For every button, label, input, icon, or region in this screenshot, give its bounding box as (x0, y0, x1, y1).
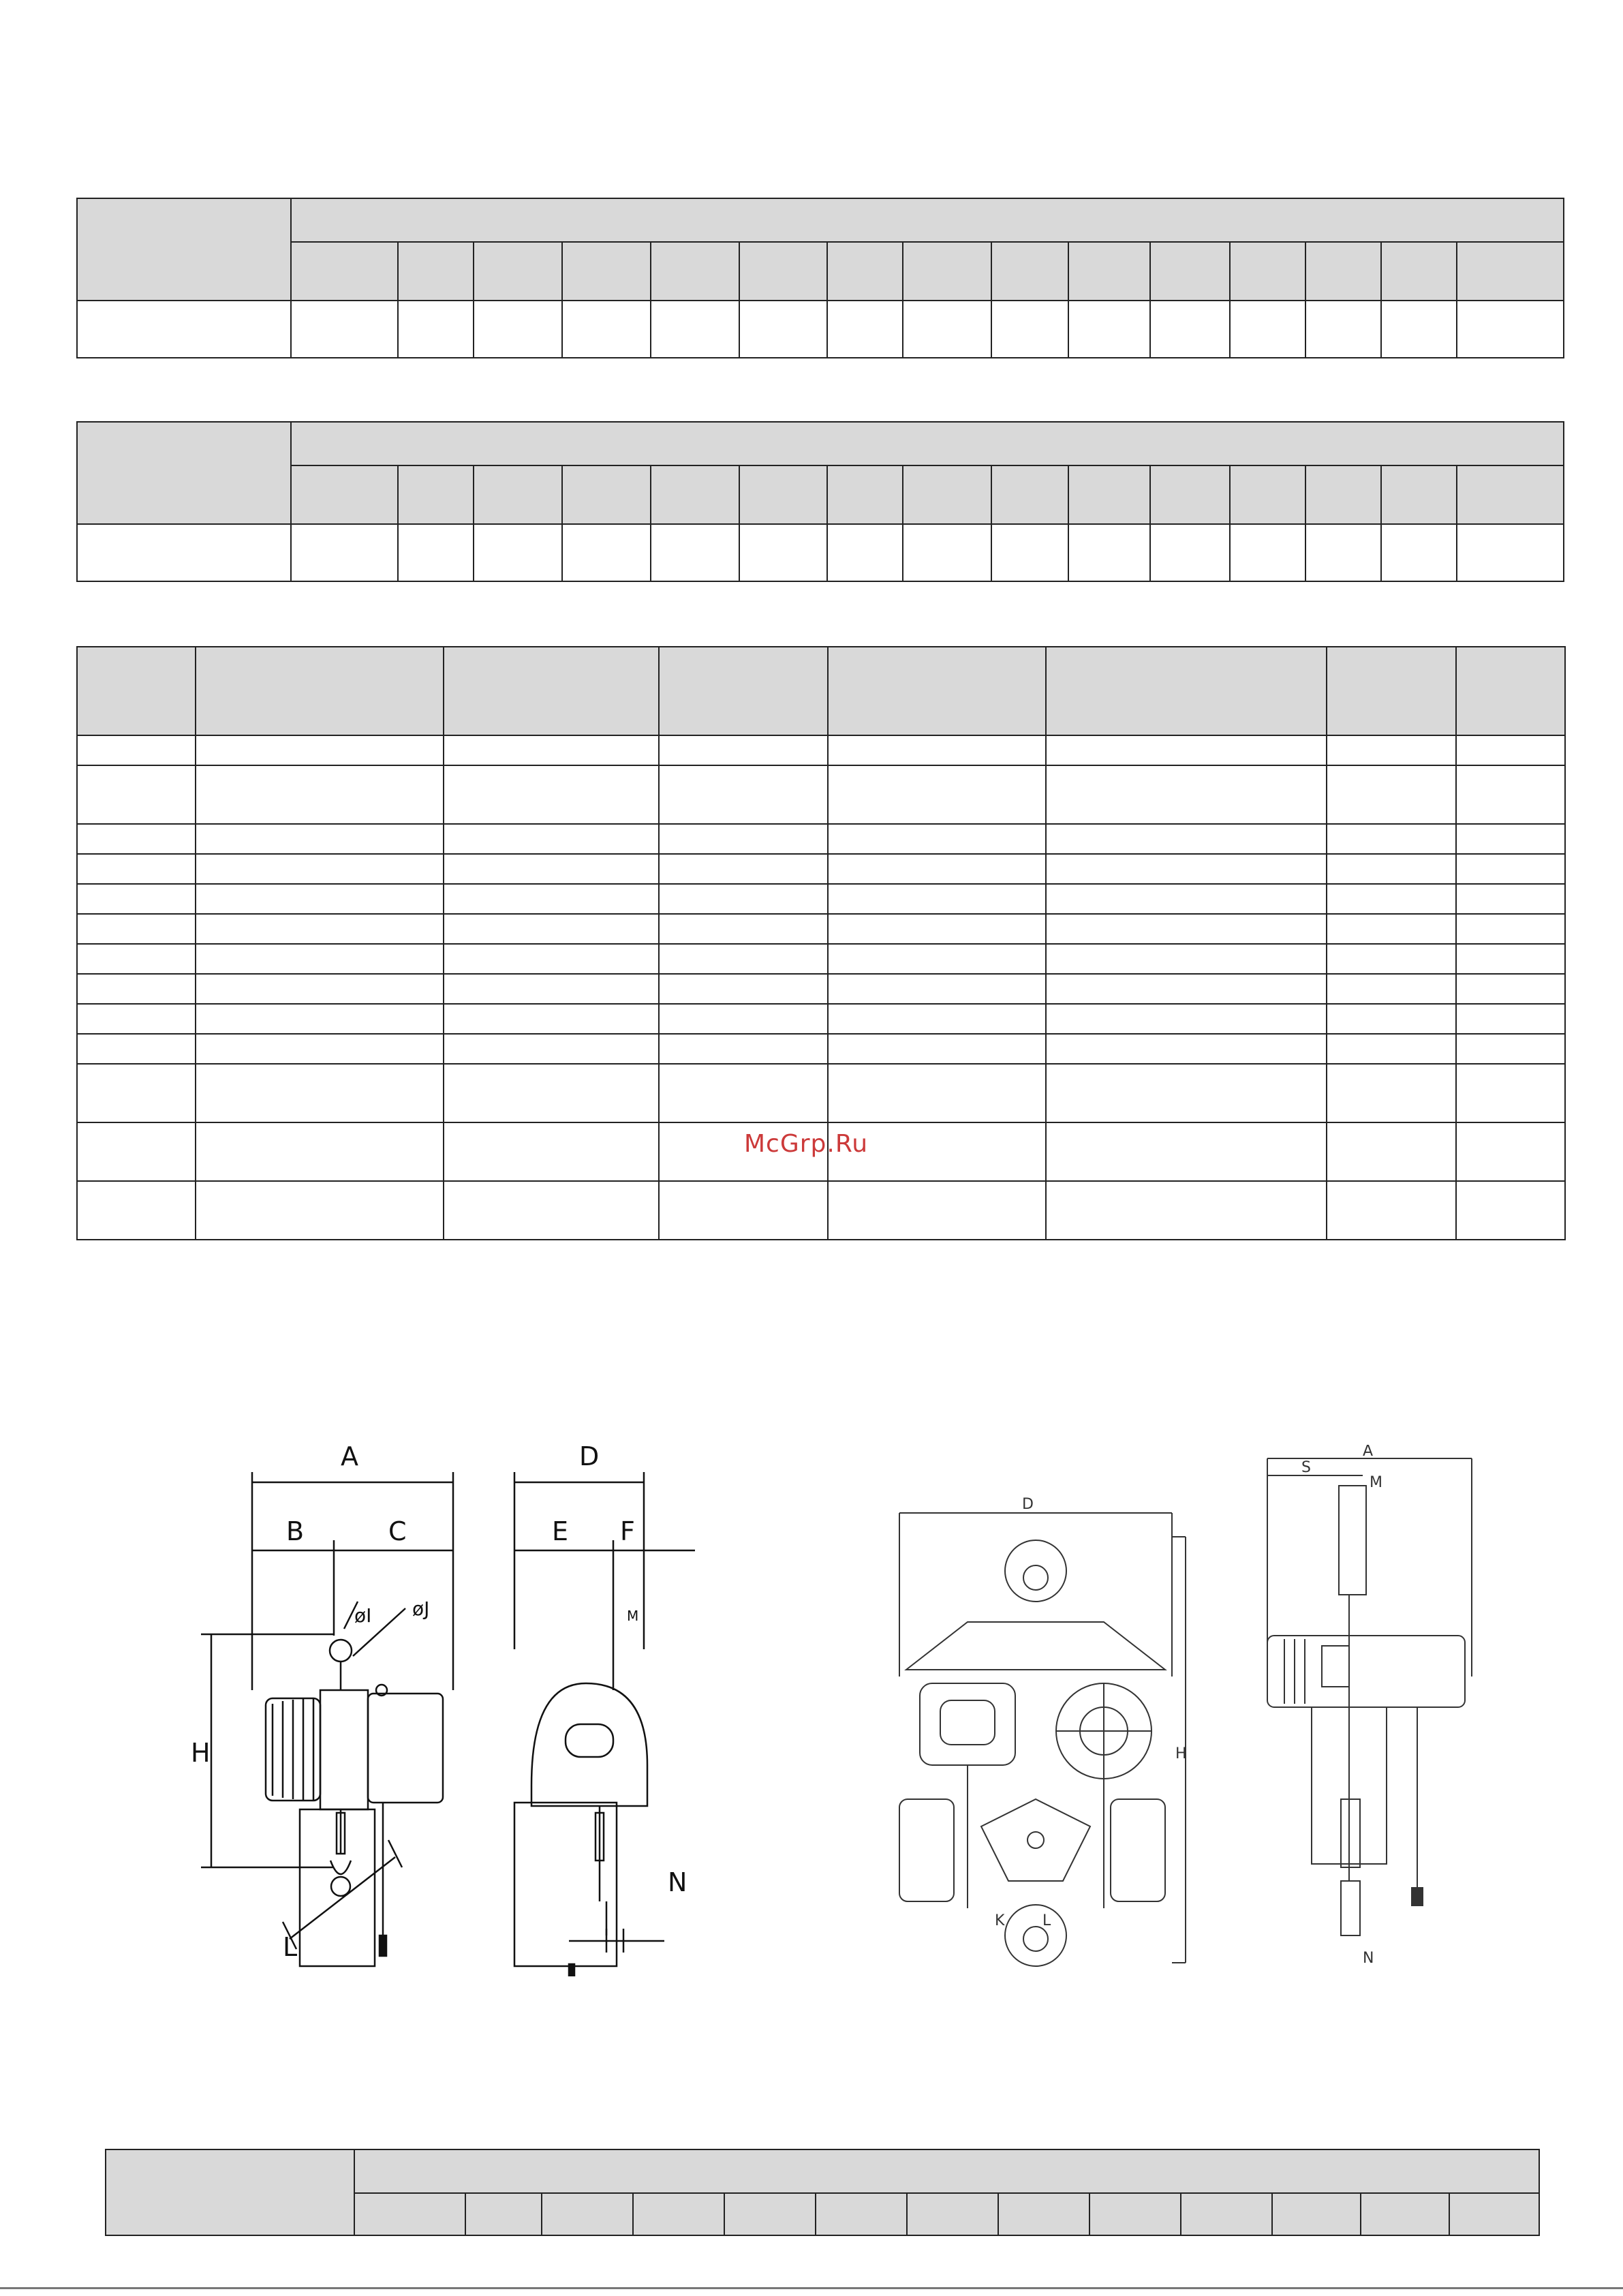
spec-table-1-header-corner (77, 198, 291, 301)
spec-table-2-header-span (291, 422, 1564, 465)
table-row (77, 735, 1565, 765)
dim-label-l-large: L (1042, 1912, 1051, 1929)
dim-label-a-large: A (1363, 1445, 1374, 1460)
dim-label-n-large: N (1363, 1950, 1374, 1967)
dim-label-h-large: H (1175, 1745, 1187, 1762)
hoist-dimension-drawing-small (170, 1431, 729, 1976)
dim-label-a: A (341, 1441, 358, 1471)
dim-label-d-large: D (1022, 1496, 1034, 1513)
table-row (77, 1181, 1565, 1240)
table-row (77, 914, 1565, 944)
table-row (77, 301, 1564, 358)
dims-table-header-corner (106, 2149, 354, 2235)
spec-table-1-header-span (291, 198, 1564, 242)
table-row (77, 524, 1564, 581)
dim-label-l: L (283, 1932, 298, 1962)
table-row (77, 765, 1565, 824)
dim-label-s-large: S (1301, 1459, 1311, 1476)
hoist-dimension-drawing-large (886, 1445, 1499, 1990)
spec-table-2-header-corner (77, 422, 291, 524)
page-bottom-rule (0, 2287, 1623, 2289)
dim-label-n: N (668, 1867, 687, 1897)
watermark: McGrp.Ru (744, 1130, 869, 1158)
table-row (77, 1034, 1565, 1064)
dim-label-d: D (579, 1441, 600, 1471)
table-row (77, 1004, 1565, 1034)
dims-table (105, 2149, 1540, 2236)
dim-label-c: C (388, 1516, 407, 1546)
dim-label-j: øJ (412, 1597, 430, 1620)
table-row (77, 824, 1565, 854)
dim-label-f: F (620, 1516, 635, 1546)
spec-table-2 (76, 421, 1564, 582)
dim-label-m-large: M (1370, 1474, 1382, 1491)
table-row (77, 884, 1565, 914)
dim-label-i: øI (354, 1604, 372, 1627)
dim-label-m: M (627, 1608, 639, 1624)
dims-table-header-span (354, 2149, 1539, 2193)
table-row (77, 1064, 1565, 1122)
dim-label-b: B (286, 1516, 305, 1546)
dim-label-e: E (552, 1516, 569, 1546)
spec-table-1 (76, 198, 1564, 358)
dim-label-k-large: K (995, 1912, 1005, 1929)
table-row (77, 854, 1565, 884)
table-row (77, 944, 1565, 974)
dim-label-h: H (191, 1738, 211, 1768)
table-row (77, 974, 1565, 1004)
